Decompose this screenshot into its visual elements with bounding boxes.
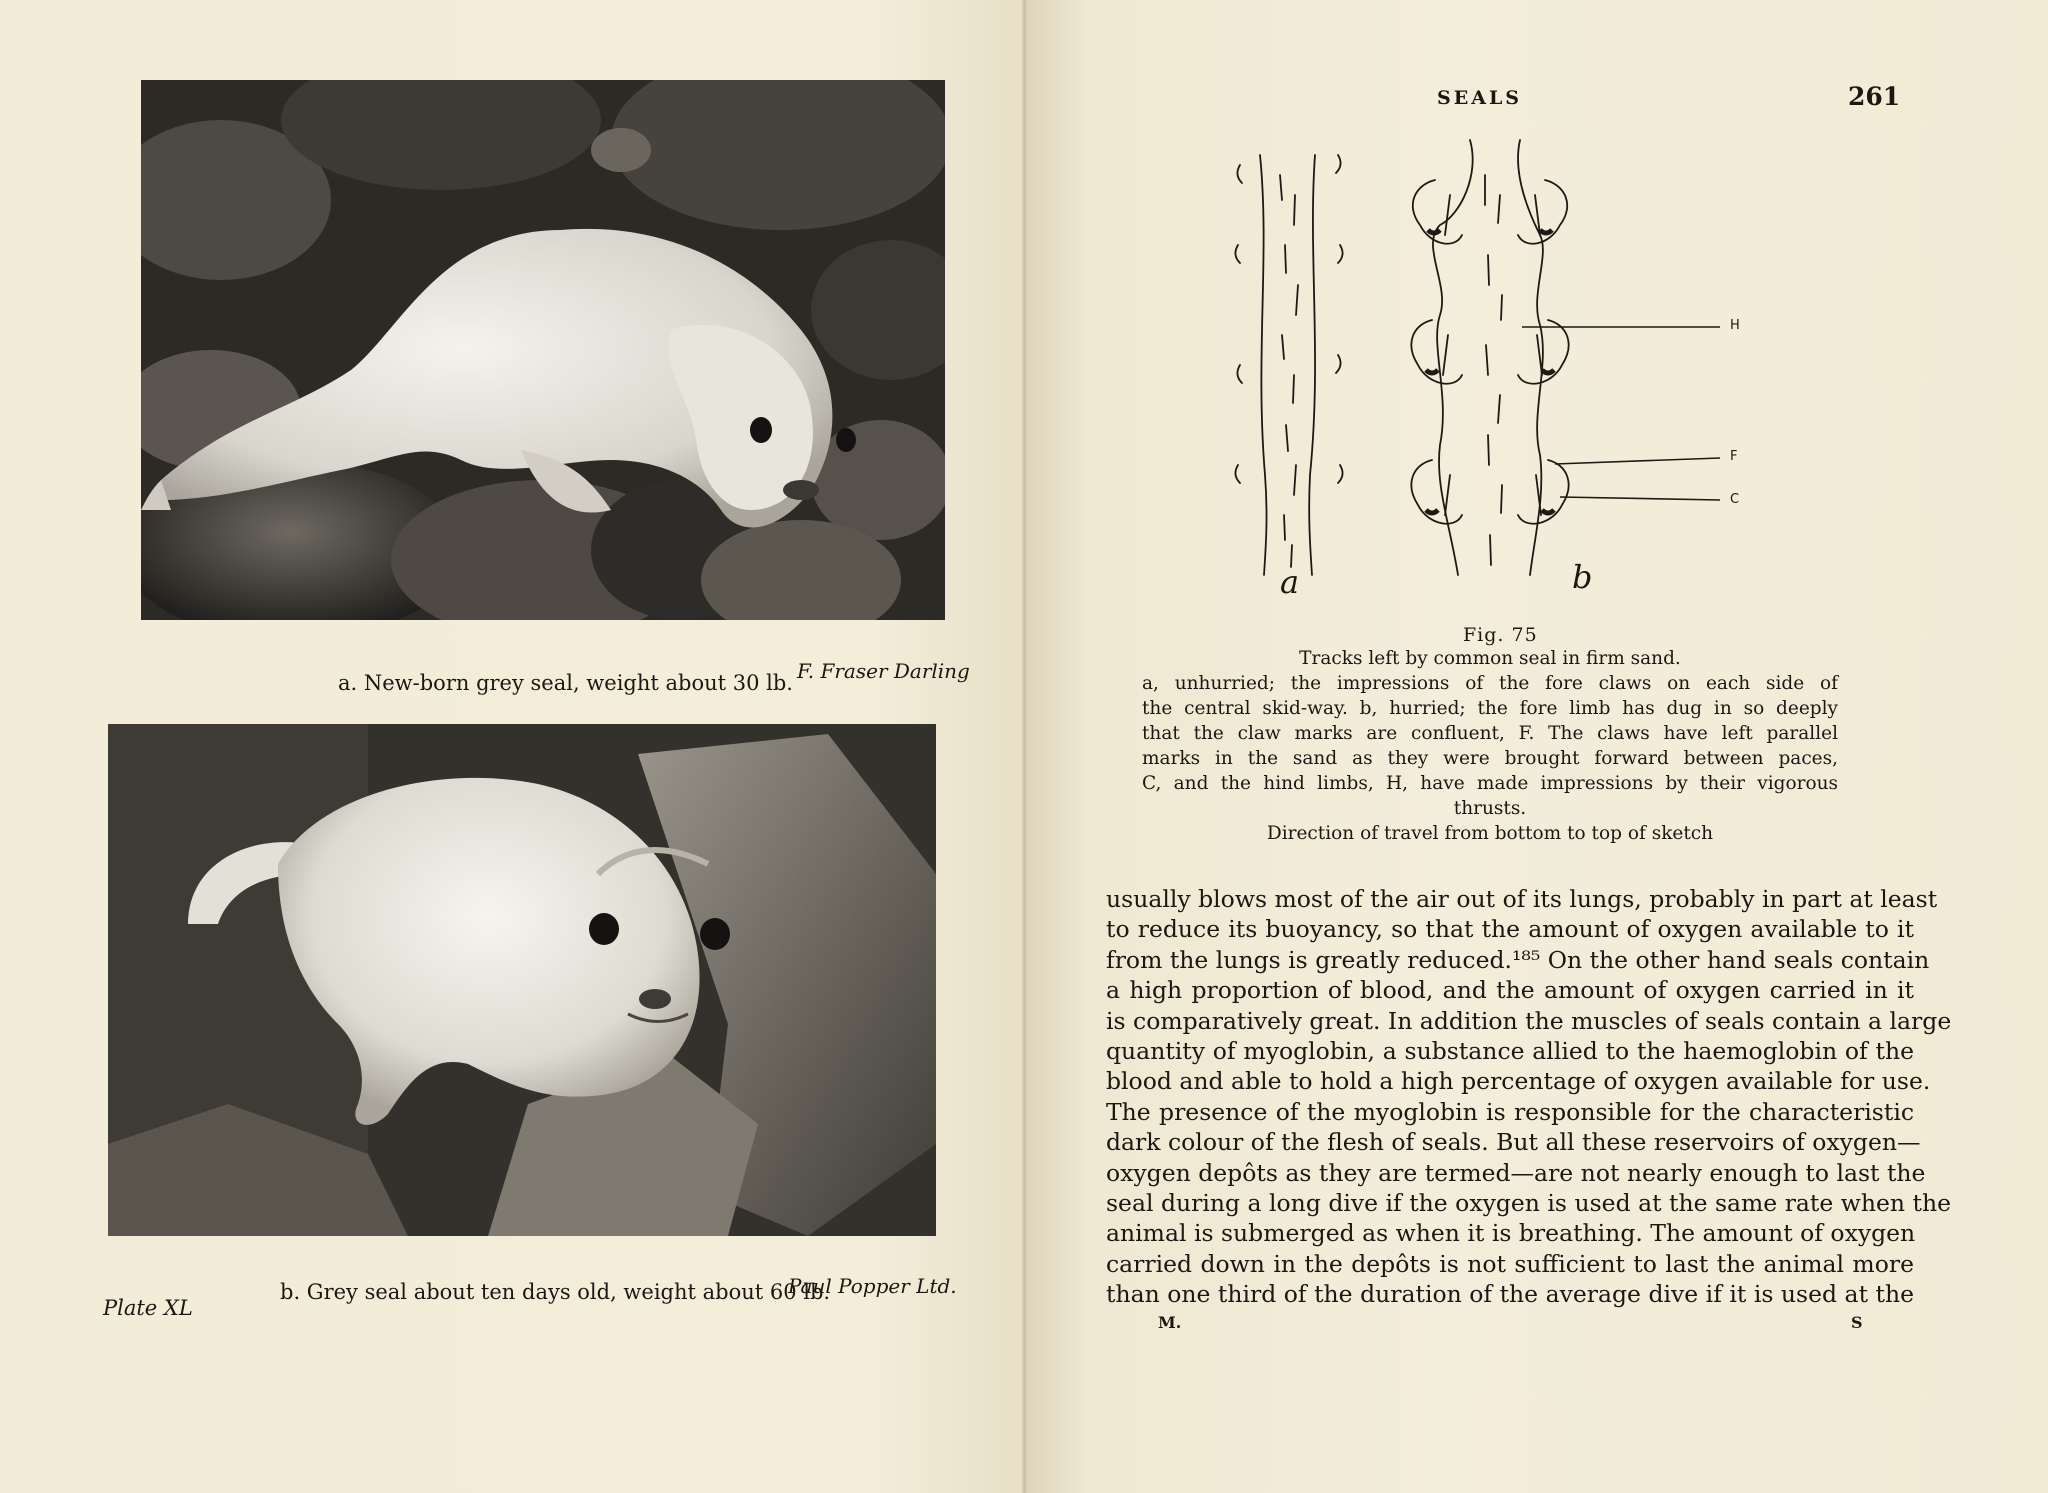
body-line: is comparatively great. In addition the muscles of seals contain a large — [1106, 1006, 1952, 1035]
running-head: SEALS — [1437, 87, 1523, 109]
signature-mark-right: S — [1851, 1313, 1863, 1332]
body-line: usually blows most of the air out of its lungs, probably in part at least — [1106, 885, 1938, 913]
caption-line: marks in the sand as they were brought forward between paces, — [1142, 748, 1838, 769]
figure-75-sketch — [1200, 135, 1760, 605]
body-line: oxygen depôts as they are termed—are not nearly enough to last the — [1106, 1158, 1926, 1187]
leader-lines — [1522, 327, 1720, 500]
photo-ten-day-grey-seal — [108, 724, 936, 1236]
caption-photo-b: b. Grey seal about ten days old, weight about 60 lb. — [280, 1280, 831, 1304]
body-line: to reduce its buoyancy, so that the amount of oxygen available to it — [1106, 915, 1914, 944]
track-a — [1235, 155, 1342, 575]
body-line: dark colour of the flesh of seals. But all these reservoirs of oxygen— — [1106, 1128, 1921, 1157]
figure-caption — [1142, 646, 1838, 846]
signature-mark-left: M. — [1158, 1313, 1182, 1332]
caption-line: the central skid-way. b, hurried; the fore limb has dug in so deeply — [1142, 698, 1838, 719]
caption-line: C, and the hind limbs, H, have made impressions by their vigorous — [1142, 773, 1838, 794]
figure-label-a: a — [1280, 563, 1300, 601]
caption-line: a, unhurried; the impressions of the fore claws on each side of — [1142, 673, 1838, 694]
body-line: seal during a long dive if the oxygen is used at the same rate when the — [1106, 1189, 1952, 1218]
page-number: 261 — [1848, 82, 1901, 111]
marker-c: C — [1730, 492, 1740, 507]
figure-title: Fig. 75 — [1463, 624, 1538, 646]
caption-end: thrusts. — [1453, 798, 1527, 819]
body-line: carried down in the depôts is not sufficient to last the animal more — [1106, 1249, 1914, 1278]
figure-subtitle: Tracks left by common seal in firm sand. — [1299, 648, 1681, 669]
newborn-seal-image — [141, 80, 945, 620]
plate-label: Plate XL — [103, 1296, 193, 1320]
body-line: The presence of the myoglobin is responsible for the characteristic — [1106, 1097, 1914, 1126]
body-line: animal is submerged as when it is breathing. The amount of oxygen — [1106, 1219, 1916, 1248]
body-line: from the lungs is greatly reduced.¹⁸⁵ On the other hand seals contain — [1106, 945, 1930, 974]
body-line: blood and able to hold a high percentage of oxygen available for use. — [1106, 1067, 1931, 1096]
figure-label-b: b — [1572, 558, 1593, 596]
marker-h: H — [1730, 318, 1740, 333]
ten-day-seal-image — [108, 724, 936, 1236]
body-line: than one third of the duration of the average dive if it is used at the — [1106, 1280, 1914, 1309]
caption-line: that the claw marks are confluent, F. The claws have left parallel — [1142, 723, 1838, 744]
body-line: quantity of myoglobin, a substance allied to the haemoglobin of the — [1106, 1037, 1914, 1066]
credit-fraser-darling: F. Fraser Darling — [797, 659, 970, 683]
photo-newborn-grey-seal — [141, 80, 945, 620]
caption-photo-a: a. New-born grey seal, weight about 30 lb. — [338, 671, 793, 695]
direction-note: Direction of travel from bottom to top of sketch — [1266, 823, 1714, 844]
credit-paul-popper: Paul Popper Ltd. — [788, 1274, 957, 1298]
body-text — [1106, 884, 1952, 1310]
body-line: a high proportion of blood, and the amount of oxygen carried in it — [1106, 976, 1914, 1005]
marker-f: F — [1730, 449, 1738, 464]
seal-tracks-diagram — [1200, 135, 1760, 605]
